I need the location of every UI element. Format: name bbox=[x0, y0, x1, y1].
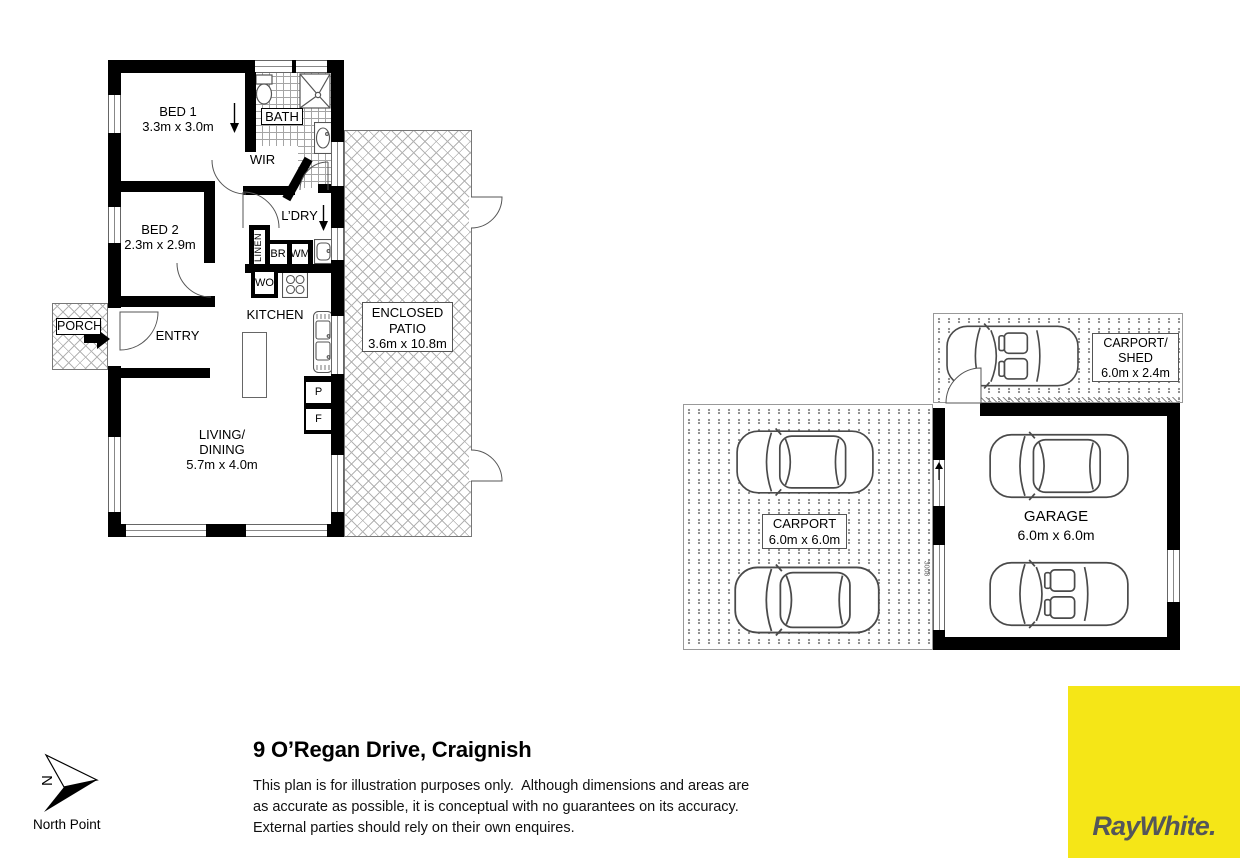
car-icon bbox=[733, 560, 881, 640]
plan-graphic bbox=[177, 263, 211, 297]
bath-door-arc bbox=[300, 162, 328, 190]
br-label: BR bbox=[270, 248, 286, 260]
plan-graphic bbox=[315, 240, 333, 264]
cooktop-icon bbox=[282, 271, 308, 298]
carport-shed-label bbox=[1092, 333, 1179, 382]
carport-dims: 6.0m x 6.0m bbox=[768, 532, 841, 547]
window bbox=[126, 524, 206, 537]
bed2-door-arc bbox=[177, 263, 211, 297]
window bbox=[1167, 550, 1180, 602]
plan-graphic bbox=[296, 286, 304, 294]
fridge-label: F bbox=[315, 413, 322, 425]
garage-dims: 6.0m x 6.0m bbox=[1017, 527, 1095, 543]
plan-graphic bbox=[946, 368, 981, 403]
bath-label: BATH bbox=[261, 108, 303, 125]
wall bbox=[980, 403, 1180, 416]
page-title: 9 O’Regan Drive, Craignish bbox=[253, 737, 532, 762]
wall bbox=[108, 368, 210, 378]
carport-shed-line1: CARPORT/ bbox=[1103, 336, 1168, 350]
bed1-label bbox=[118, 104, 238, 134]
bed2-label bbox=[100, 222, 220, 252]
plan-graphic bbox=[990, 432, 1128, 500]
window bbox=[331, 142, 344, 186]
car-icon bbox=[988, 426, 1130, 506]
wall bbox=[108, 296, 215, 307]
car-icon bbox=[735, 424, 875, 500]
north-point-icon bbox=[35, 750, 107, 818]
window bbox=[255, 60, 292, 73]
carport-label bbox=[762, 514, 847, 549]
window bbox=[331, 316, 344, 374]
plan-graphic bbox=[327, 250, 330, 253]
basin-icon bbox=[314, 122, 332, 154]
patio-door-arc-bottom bbox=[471, 450, 502, 481]
pantry-label: P bbox=[314, 386, 323, 398]
disclaimer-line2: as accurate as possible, it is conceptual with no guarantees on its accuracy. bbox=[253, 799, 739, 815]
plan-graphic bbox=[283, 272, 308, 298]
plan-graphic bbox=[317, 128, 330, 148]
bed2-name: BED 2 bbox=[141, 222, 179, 237]
plan-graphic bbox=[737, 428, 873, 495]
living-label bbox=[162, 427, 282, 472]
plan-graphic bbox=[256, 75, 272, 84]
window bbox=[331, 228, 344, 260]
north-point-label: North Point bbox=[33, 817, 101, 832]
wir-label: WIR bbox=[249, 152, 276, 167]
porch-label: PORCH bbox=[57, 319, 103, 333]
garage-label bbox=[996, 508, 1116, 544]
wall bbox=[1167, 403, 1180, 650]
bed1-name: BED 1 bbox=[159, 104, 197, 119]
patio-line2: PATIO bbox=[388, 320, 427, 336]
carport-shed-line2: SHED bbox=[1118, 351, 1153, 365]
plan-graphic bbox=[287, 286, 295, 294]
kitchen-sink-icon bbox=[313, 311, 333, 373]
patio-dims: 3.6m x 10.8m bbox=[368, 336, 447, 351]
plan-graphic bbox=[256, 75, 272, 104]
wall bbox=[120, 181, 210, 192]
fridge-box bbox=[306, 409, 331, 430]
plan-graphic bbox=[471, 197, 502, 228]
plan-graphic bbox=[300, 74, 330, 108]
raywhite-logo bbox=[1068, 686, 1240, 858]
plan-graphic bbox=[327, 335, 330, 338]
north-n-label: N bbox=[39, 775, 56, 786]
shower-icon bbox=[299, 73, 331, 109]
plan-graphic bbox=[990, 560, 1128, 628]
patio-door-arc-top bbox=[471, 197, 502, 228]
patio-label bbox=[362, 302, 453, 352]
plan-graphic bbox=[735, 564, 879, 635]
up-arrow-icon bbox=[935, 462, 943, 480]
living-dims: 5.7m x 4.0m bbox=[186, 457, 258, 472]
plan-graphic bbox=[283, 272, 308, 298]
plan-graphic bbox=[315, 92, 320, 97]
window-dim-note: 3008 bbox=[922, 560, 930, 577]
wall-oven-box bbox=[251, 272, 278, 298]
ldry-label: L’DRY bbox=[281, 208, 318, 223]
carport-name: CARPORT bbox=[772, 516, 837, 531]
living-line2: DINING bbox=[199, 442, 245, 457]
living-line1: LIVING/ bbox=[198, 427, 246, 442]
plan-graphic bbox=[287, 276, 295, 284]
plan-graphic bbox=[326, 133, 329, 136]
plan-graphic bbox=[296, 276, 304, 284]
window bbox=[108, 437, 121, 512]
disclaimer-line3: External parties should rely on their own enquires. bbox=[253, 820, 575, 836]
kitchen-island bbox=[242, 332, 267, 398]
plan-graphic bbox=[300, 162, 328, 190]
window bbox=[296, 60, 327, 73]
patio-line1: ENCLOSED bbox=[371, 305, 444, 320]
plan-graphic bbox=[257, 84, 272, 104]
window bbox=[933, 545, 945, 630]
plan-graphic bbox=[315, 123, 332, 154]
wall bbox=[245, 72, 256, 152]
entry-label: ENTRY bbox=[155, 328, 200, 343]
plan-graphic bbox=[314, 312, 333, 373]
garage-name: GARAGE bbox=[1023, 508, 1089, 525]
raywhite-logo-text: RayWhite. bbox=[1092, 811, 1216, 841]
bed1-dims: 3.3m x 3.0m bbox=[142, 119, 214, 134]
bed2-dims: 2.3m x 2.9m bbox=[124, 237, 196, 252]
disclaimer-line1: This plan is for illustration purposes only. Although dimensions and areas are bbox=[253, 778, 750, 794]
wall-oven-label: WO bbox=[255, 277, 274, 289]
toilet-icon bbox=[253, 74, 275, 106]
garage-shed-door-arc bbox=[946, 368, 981, 403]
window bbox=[246, 524, 327, 537]
kitchen-label: KITCHEN bbox=[246, 307, 304, 322]
window bbox=[331, 455, 344, 512]
plan-graphic bbox=[935, 462, 943, 469]
linen-label: LINEN bbox=[253, 232, 263, 262]
plan-graphic bbox=[471, 450, 502, 481]
pantry-box bbox=[306, 382, 331, 403]
wm-label: WM bbox=[290, 248, 310, 260]
car-icon bbox=[988, 552, 1130, 636]
plan-graphic bbox=[327, 356, 330, 359]
wall bbox=[933, 637, 1180, 650]
carport-shed-dims: 6.0m x 2.4m bbox=[1101, 366, 1170, 380]
